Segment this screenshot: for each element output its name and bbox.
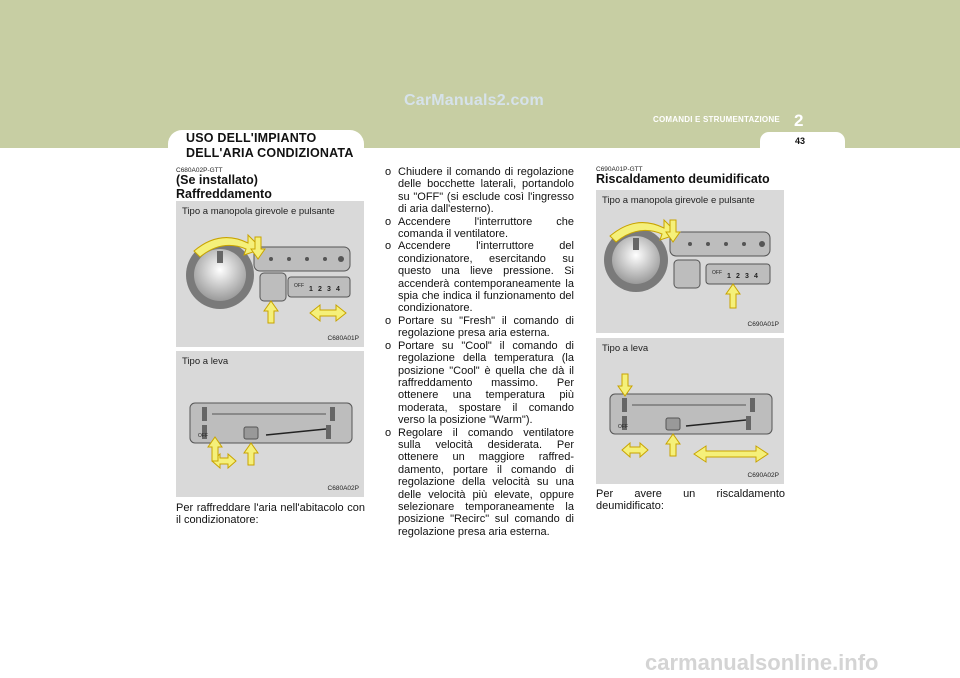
ac-button — [666, 418, 680, 430]
fan-speed-label-2: 2 — [736, 273, 740, 280]
figure-caption: C690A02P — [747, 472, 779, 479]
figure-caption: C680A01P — [327, 335, 359, 342]
chapter-number: 2 — [794, 111, 804, 130]
lever-top-left — [622, 398, 627, 412]
footer-watermark: carmanualsonline.info — [645, 650, 879, 675]
knob-panel-illustration — [596, 190, 784, 333]
figure-caption: C690A01P — [747, 321, 779, 328]
left-heading: (Se installato) Raffreddamento — [176, 173, 272, 201]
slide-arrow — [310, 305, 346, 321]
left-code: C680A02P-GTT — [176, 167, 223, 174]
up-arrow — [244, 443, 258, 465]
slide-arrow-left — [622, 443, 648, 457]
figure-caption: C680A02P — [327, 485, 359, 492]
section-title: USO DELL'IMPIANTO DELL'ARIA CONDIZIONATA — [186, 131, 354, 160]
lever-panel-illustration — [176, 351, 364, 497]
figure-lever-panel-cooling — [176, 351, 364, 497]
off-label: OFF — [618, 424, 628, 430]
header-band — [0, 0, 960, 148]
up-arrow — [264, 301, 278, 323]
off-label: OFF — [294, 283, 304, 289]
right-paragraph: Per avere un riscaldamento deumidificato: — [596, 488, 785, 513]
figure-label: Tipo a leva — [182, 356, 229, 367]
lever-top-left — [202, 407, 207, 421]
ac-button-block — [260, 273, 286, 301]
fan-speed-label-3: 3 — [745, 273, 749, 280]
fan-speed-label-4: 4 — [754, 273, 758, 280]
list-item: o Accendere l'interruttore del condizionatore, esercitando su questo una lieve pressione. Si accenderà contemporaneamente la spia che indica il funzionamento del condizionatore. — [385, 240, 574, 315]
ac-button — [244, 427, 258, 439]
fan-speed-label-2: 2 — [318, 286, 322, 293]
list-item: o Portare su "Cool" il comando di regolazione della temperatura (la posizione "Cool" è quella che dà il raffreddamento massimo. Per ottenere una temperatura più moderata, spostare il comando verso la posizione "Warm"). — [385, 339, 574, 427]
procedure-list — [385, 166, 574, 538]
mode-button-strip — [670, 232, 770, 256]
off-label: OFF — [712, 270, 722, 276]
up-arrow — [666, 434, 680, 456]
figure-label: Tipo a manopola girevole e pulsante — [182, 206, 335, 217]
fan-speed-label-3: 3 — [327, 286, 331, 293]
figure-label: Tipo a manopola girevole e pulsante — [602, 195, 755, 206]
lever-bottom-right — [746, 416, 751, 430]
up-arrow — [726, 284, 740, 308]
knob-panel-illustration — [176, 201, 364, 347]
figure-knob-panel-dehumidify — [596, 190, 784, 333]
lever-top-right — [750, 398, 755, 412]
fan-speed-label-4: 4 — [336, 286, 340, 293]
mode-button-strip — [254, 247, 350, 271]
chapter-title: COMANDI E STRUMENTAZIONE — [653, 115, 780, 124]
ac-button-block — [674, 260, 700, 288]
down-arrow — [618, 374, 632, 396]
fan-speed-label-1: 1 — [309, 286, 313, 293]
slide-arrow-right — [694, 446, 768, 462]
list-item: o Accendere l'interruttore che comanda il ventilatore. — [385, 215, 574, 241]
figure-lever-panel-dehumidify — [596, 338, 784, 484]
left-paragraph: Per raffreddare l'aria nell'abitacolo con il condizionatore: — [176, 502, 365, 527]
lever-top-right — [330, 407, 335, 421]
list-item: o Chiudere il comando di regolazione delle bocchette laterali, portandolo su "OFF" (si esclude così l'ingresso di aria dall'esterno). — [385, 166, 574, 216]
list-item: o Portare su "Fresh" il comando di regolazione presa aria esterna. — [385, 314, 574, 340]
page-number: 43 — [795, 136, 806, 146]
list-item: o Regolare il comando ventilatore sulla velocità desiderata. Per ottenere un maggiore raffred-damento, portare il comando di regolazione della velocità su una delle velocità più elevate, oppure selezionare temporaneamente la posizione "Recirc" sul comando di regolazione presa aria esterna. — [385, 426, 574, 538]
figure-label: Tipo a leva — [602, 343, 649, 354]
off-label: OFF — [198, 433, 208, 439]
lever-bottom-right — [326, 425, 331, 439]
right-code: C690A01P-GTT — [596, 166, 643, 173]
right-heading: Riscaldamento deumidificato — [596, 172, 770, 186]
fan-speed-label-1: 1 — [727, 273, 731, 280]
figure-knob-panel-cooling — [176, 201, 364, 347]
brand-watermark: CarManuals2.com — [404, 92, 544, 109]
lever-panel-illustration — [596, 338, 784, 484]
